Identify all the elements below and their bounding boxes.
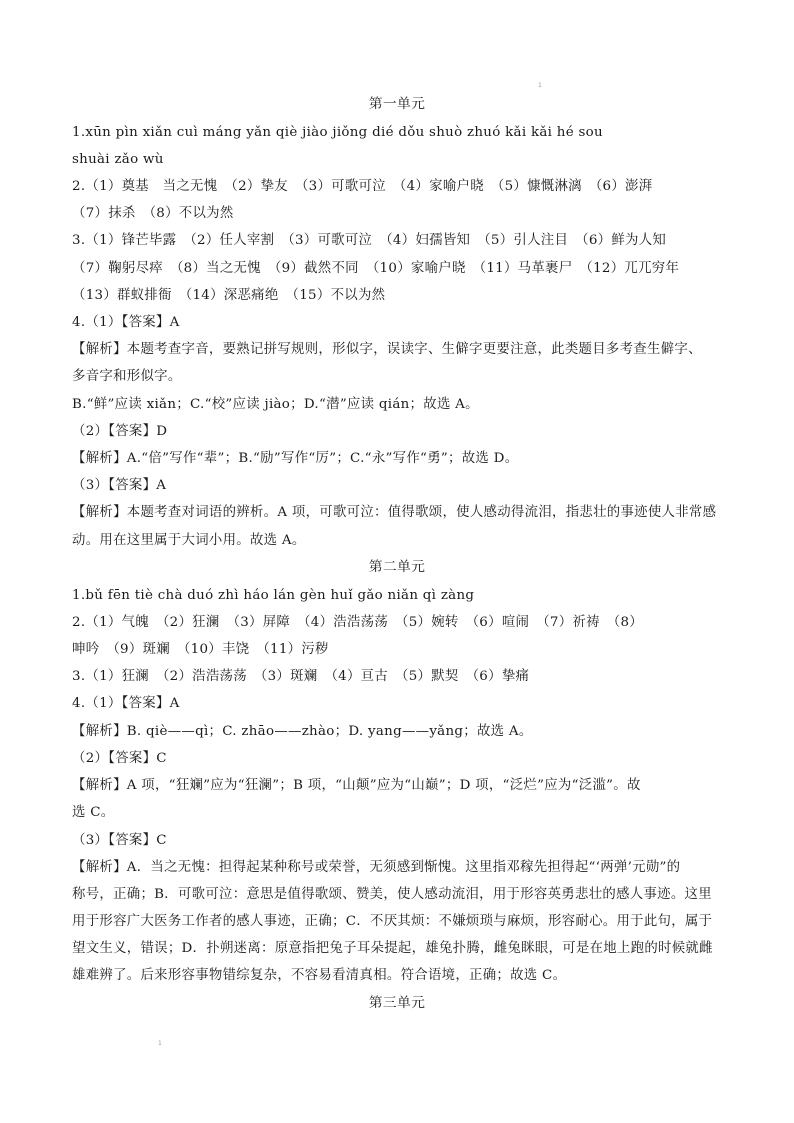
unit-3-title: 第三单元 [368, 995, 426, 1011]
unit-1-line: （7）抹杀 （8）不以为然 [72, 206, 234, 221]
unit-2-line: 2.（1）气魄 （2）狂澜 （3）屏障 （4）浩浩荡荡 （5）婉转 （6）喧闹 （7）祈祷 （8） [72, 615, 643, 630]
unit-1-line: （3）【答案】A [72, 478, 167, 493]
unit-2-title: 第二单元 [368, 559, 426, 575]
unit-2-line: 用于形容广大医务工作者的感人事迹，正确；C．不厌其烦：不嫌烦琐与麻烦，形容耐心。用于此句，属于 [72, 914, 713, 929]
unit-1-line: 动。用在这里属于大词小用。故选 A。 [72, 533, 306, 548]
unit-2-line: 4.（1）【答案】A [72, 696, 180, 711]
unit-1-line: 3.（1）锋芒毕露 （2）任人宰割 （3）可歌可泣 （4）妇孺皆知 （5）引人注目 （6）鲜为人知 [72, 233, 667, 248]
unit-1-line: 4.（1）【答案】A [72, 315, 180, 330]
unit-1-line: shuài zǎo wù [72, 152, 164, 167]
unit-2-line: 呻吟 （9）斑斓 （10）丰饶 （11）污秽 [72, 642, 329, 657]
unit-2-line: 【解析】B. qiè——qì；C. zhāo——zhào；D. yang——yǎng；故选 A。 [72, 724, 533, 739]
unit-1-line: 多音字和形似字。 [72, 369, 182, 384]
unit-2-line: （3）【答案】C [72, 833, 167, 848]
unit-1-title: 第一单元 [368, 96, 426, 112]
page-mark-top: 1 [538, 82, 542, 89]
unit-1-line: 1.xūn pìn xiǎn cuì máng yǎn qiè jiào jiǒng dié dǒu shuò zhuó kǎi kǎi hé sou [72, 125, 603, 140]
unit-2-line: 雄难辨了。后来形容事物错综复杂，不容易看清真相。符合语境，正确；故选 C。 [72, 968, 567, 983]
unit-1-line: 【解析】本题考查字音，要熟记拼写规则，形似字，误读字、生僻字更要注意，此类题目多考查生僻字、 [72, 342, 702, 357]
unit-1-line: 2.（1）奠基 当之无愧 （2）挚友 （3）可歌可泣 （4）家喻户晓 （5）慷慨淋漓 （6）澎湃 [72, 179, 653, 194]
unit-1-line: B.“鲜”应读 xiǎn；C.“校”应读 jiào；D.“潜”应读 qián；故选 A。 [72, 397, 479, 412]
unit-1-line: （2）【答案】D [72, 424, 168, 439]
unit-2-line: 【解析】A 项，“狂斓”应为“狂澜”；B 项，“山颠”应为“山巅”；D 项，“泛烂”应为“泛滥”。故 [72, 778, 641, 793]
unit-2-line: 望文生义，错误；D．扑朔迷离：原意指把兔子耳朵提起，雄兔扑腾，雌兔眯眼，可是在地上跑的时候就雌 [72, 941, 713, 956]
unit-2-line: 3.（1）狂澜 （2）浩浩荡荡 （3）斑斓 （4）亘古 （5）默契 （6）挚痛 [72, 669, 530, 684]
page-mark-bottom: 1 [158, 1040, 162, 1047]
unit-2-line: 称号，正确；B．可歌可泣：意思是值得歌颂、赞美，使人感动流泪，用于形容英勇悲壮的感人事迹。这里 [72, 887, 712, 902]
unit-1-line: （13）群蚁排衙 （14）深恶痛绝 （15）不以为然 [72, 288, 386, 303]
unit-2-line: 【解析】A．当之无愧：担得起某种称号或荣誉，无须感到惭愧。这里指邓稼先担得起“‘两弹’元勋”的 [72, 860, 681, 875]
unit-1-line: 【解析】本题考查对词语的辨析。A 项，可歌可泣：值得歌颂，使人感动得流泪，指悲壮的事迹使人非常感 [72, 505, 717, 520]
unit-2-line: （2）【答案】C [72, 751, 167, 766]
unit-1-line: （7）鞠躬尽瘁 （8）当之无愧 （9）截然不同 （10）家喻户晓 （11）马革裹尸 （12）兀兀穷年 [72, 261, 680, 276]
unit-2-line: 1.bǔ fēn tiè chà duó zhì háo lán gèn huǐ gǎo niǎn qì zàng [72, 588, 475, 603]
unit-2-line: 选 C。 [72, 805, 115, 820]
unit-1-line: 【解析】A.“倍”写作“辈”；B.“励”写作“厉”；C.“永”写作“勇”；故选 D。 [72, 451, 519, 466]
